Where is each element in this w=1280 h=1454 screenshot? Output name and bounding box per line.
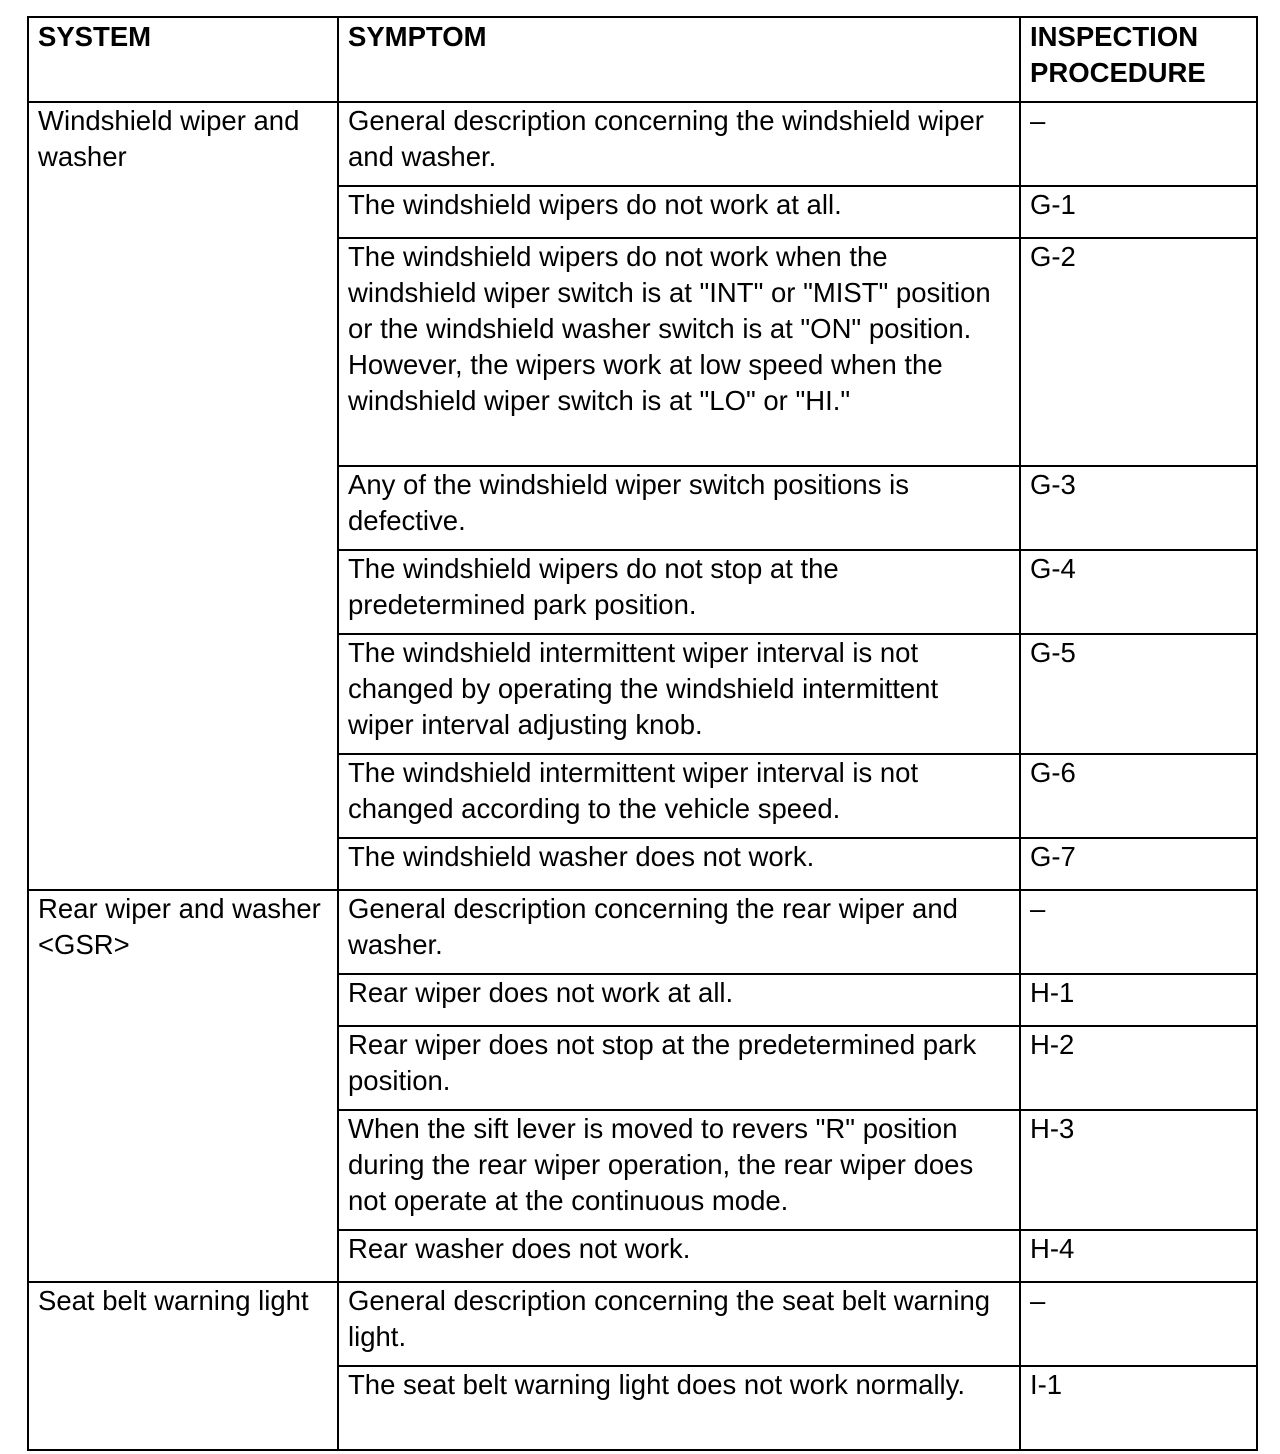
procedure-cell: G-7 [1020, 838, 1257, 890]
table-row [28, 102, 1257, 186]
symptom-cell: The windshield wipers do not work at all. [338, 186, 1020, 238]
procedure-cell: H-3 [1020, 1110, 1257, 1230]
system-cell: Seat belt warning light [28, 1282, 338, 1450]
symptom-cell: General description concerning the rear wiper and washer. [338, 890, 1020, 974]
procedure-cell: H-2 [1020, 1026, 1257, 1110]
system-cell: Windshield wiper and washer [28, 102, 338, 890]
symptom-cell: The windshield intermittent wiper interval is not changed by operating the windshield intermittent wiper interval adjusting knob. [338, 634, 1020, 754]
symptom-cell: Rear washer does not work. [338, 1230, 1020, 1282]
procedure-cell: G-5 [1020, 634, 1257, 754]
procedure-cell: G-3 [1020, 466, 1257, 550]
table-row [28, 1282, 1257, 1366]
procedure-cell: – [1020, 1282, 1257, 1366]
symptom-cell: Rear wiper does not work at all. [338, 974, 1020, 1026]
procedure-cell: – [1020, 102, 1257, 186]
symptom-cell: The seat belt warning light does not work normally. [338, 1366, 1020, 1450]
system-cell: Rear wiper and washer <GSR> [28, 890, 338, 1282]
header-inspection-procedure: INSPECTION PROCEDURE [1020, 17, 1257, 102]
table-header-row [28, 17, 1257, 102]
header-symptom: SYMPTOM [338, 17, 1020, 102]
procedure-cell: G-4 [1020, 550, 1257, 634]
header-system: SYSTEM [28, 17, 338, 102]
symptom-cell: General description concerning the windshield wiper and washer. [338, 102, 1020, 186]
procedure-cell: G-1 [1020, 186, 1257, 238]
symptom-cell: The windshield washer does not work. [338, 838, 1020, 890]
table-row [28, 890, 1257, 974]
symptom-cell: The windshield wipers do not work when the windshield wiper switch is at "INT" or "MIST" position or the windshield washer switch is at "ON" position. However, the wipers work at low speed when the windshield wiper switch is at "LO" or "HI." [338, 238, 1020, 466]
symptom-cell: Any of the windshield wiper switch positions is defective. [338, 466, 1020, 550]
procedure-cell: – [1020, 890, 1257, 974]
symptom-cell: General description concerning the seat belt warning light. [338, 1282, 1020, 1366]
procedure-cell: I-1 [1020, 1366, 1257, 1450]
symptom-cell: Rear wiper does not stop at the predetermined park position. [338, 1026, 1020, 1110]
symptom-cell: The windshield intermittent wiper interval is not changed according to the vehicle speed. [338, 754, 1020, 838]
procedure-cell: H-1 [1020, 974, 1257, 1026]
procedure-cell: G-2 [1020, 238, 1257, 466]
symptom-cell: When the sift lever is moved to revers "R" position during the rear wiper operation, the rear wiper does not operate at the continuous mode. [338, 1110, 1020, 1230]
procedure-cell: H-4 [1020, 1230, 1257, 1282]
inspection-table [27, 16, 1258, 1451]
symptom-cell: The windshield wipers do not stop at the predetermined park position. [338, 550, 1020, 634]
procedure-cell: G-6 [1020, 754, 1257, 838]
